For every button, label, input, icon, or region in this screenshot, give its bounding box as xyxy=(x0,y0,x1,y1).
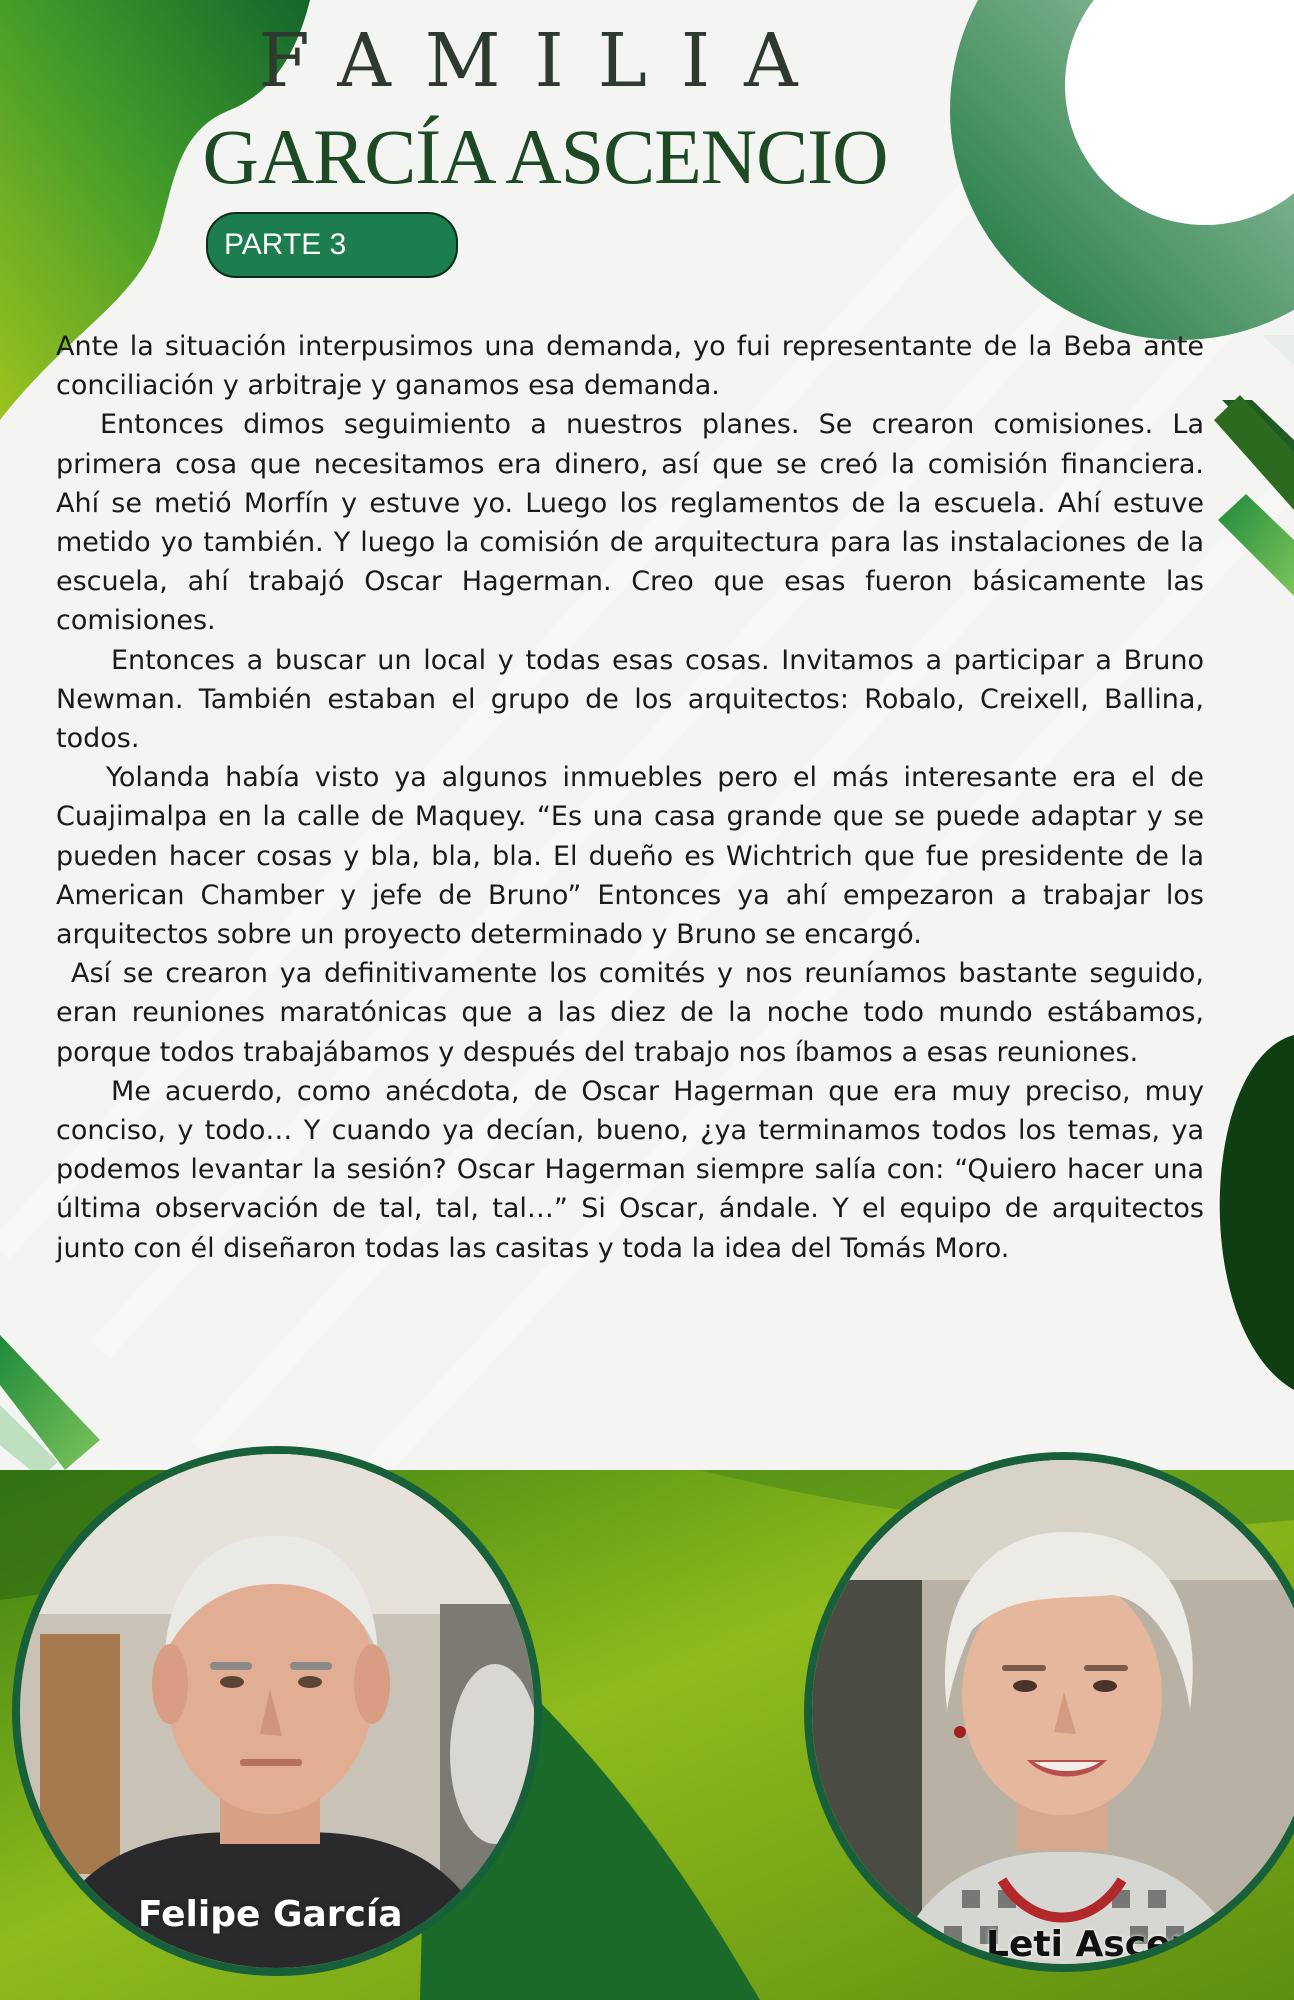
paragraph: Me acuerdo, como anécdota, de Oscar Hagerman que era muy preciso, muy conciso, y todo… Y cuando ya decían, bueno, ¿ya terminamos todos los temas, ya podemos levantar la sesión? Oscar Hagerman siempre salía con: “Quiero hacer una última observación de tal, tal, tal…” Si Oscar, ándale. Y el equipo de arquitectos junto con él diseñaron todas las casitas y toda la idea del Tomás Moro. xyxy=(56,1075,1204,1264)
paragraph: Así se crearon ya definitivamente los comités y nos reuníamos bastante seguido, eran reuniones maratónicas que a las diez de la noche todo mundo estábamos, porque todos trabajábamos y después del trabajo nos íbamos a esas reuniones. xyxy=(56,958,1204,1068)
title-family-name: GARCÍA ASCENCIO xyxy=(202,113,888,200)
paragraph: Yolanda había visto ya algunos inmuebles pero el más interesante era el de Cuajimalpa en la calle de Maquey. “Es una casa grande que se puede adaptar y se pueden hacer cosas y bla, bla, bla. El dueño es Wichtrich que fue presidente de la American Chamber y jefe de Bruno” Entonces ya ahí empezaron a trabajar los arquitectos sobre un proyecto determinado y Bruno se encargó. xyxy=(56,762,1204,951)
part-badge: PARTE 3 xyxy=(206,212,458,278)
portrait-leti-ascencio xyxy=(804,1452,1294,1972)
paragraph: Entonces a buscar un local y todas esas cosas. Invitamos a participar a Bruno Newman. También estaban el grupo de los arquitectos: Robalo, Creixell, Ballina, todos. xyxy=(56,644,1204,755)
photo-caption-felipe: Felipe García xyxy=(138,1894,403,1935)
paragraph: Entonces dimos seguimiento a nuestros planes. Se crearon comisiones. La primera cosa que necesitamos era dinero, así que se creó la comisión financiera. Ahí se metió Morfín y estuve yo. Luego los reglamentos de la escuela. Ahí estuve metido yo también. Y luego la comisión de arquitectura para las instalaciones de la escuela, ahí trabajó Oscar Hagerman. Creo que esas fueron básicamente las comisiones. xyxy=(56,409,1204,637)
title-familia: FAMILIA xyxy=(258,18,832,104)
portrait-woman-image xyxy=(812,1460,1294,1964)
photo-caption-leti: Leti Ascencio xyxy=(986,1924,1255,1965)
paragraph: Ante la situación interpusimos una demanda, yo fui representante de la Beba ante conciliación y arbitraje y ganamos esa demanda. xyxy=(56,331,1204,402)
portrait-felipe-garcia xyxy=(12,1446,542,1976)
article-body xyxy=(56,327,1204,1268)
portrait-man-image xyxy=(20,1454,534,1968)
